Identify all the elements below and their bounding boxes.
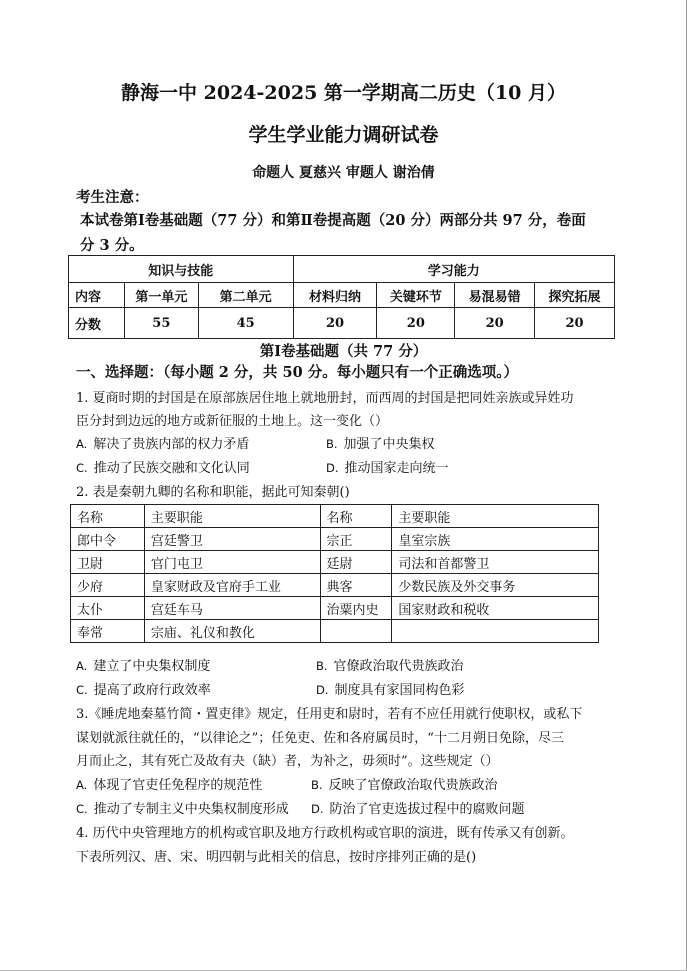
q2-header-cell: 主要职能 <box>392 505 599 528</box>
notice-text-line2: 分 3 分。 <box>80 237 144 254</box>
q4-stem-line1: 4. 历代中央管理地方的机构或官职及地方行政机构或官职的演进，既有传承又有创新。 <box>76 826 574 841</box>
score-column: 易混易错 <box>455 283 535 308</box>
score-value: 20 <box>377 308 455 339</box>
q1-option-c: C. 推动了民族交融和文化认同 <box>76 461 250 476</box>
q1-stem-line1: 1. 夏商时期的封国是在原部族居住地上就地册封，而西周的封国是把同姓亲族或异姓功 <box>76 391 574 406</box>
score-value: 45 <box>198 308 293 339</box>
q2-header-cell: 名称 <box>320 505 392 528</box>
q3-option-c: C. 推动了专制主义中央集权制度形成 <box>76 802 289 817</box>
section-heading: 一、选择题：（每小题 2 分，共 50 分。每小题只有一个正确选项。） <box>76 364 518 381</box>
score-row-label-content: 内容 <box>69 283 125 308</box>
score-column: 第二单元 <box>198 283 293 308</box>
q2-table-cell: 廷尉 <box>320 551 392 574</box>
q2-nine-ministers-table <box>70 504 599 643</box>
q2-table-cell: 少数民族及外交事务 <box>392 574 599 597</box>
q3-option-b: B. 反映了官僚政治取代贵族政治 <box>311 778 498 793</box>
q2-table-cell: 宗庙、礼仪和教化 <box>144 620 320 643</box>
q2-table-cell <box>392 620 599 643</box>
q2-header-cell: 名称 <box>71 505 145 528</box>
q2-table-cell: 国家财政和税收 <box>392 597 599 620</box>
q2-table-cell: 宫廷警卫 <box>144 528 320 551</box>
q2-table-cell: 郎中令 <box>71 528 145 551</box>
score-row-label-points: 分数 <box>69 308 125 339</box>
q2-table-cell: 皇家财政及官府手工业 <box>144 574 320 597</box>
q2-table-cell: 治粟内史 <box>320 597 392 620</box>
exam-title: 静海一中 2024-2025 第一学期高二历史（10 月） <box>121 82 566 104</box>
q1-option-a: A. 解决了贵族内部的权力矛盾 <box>76 437 250 452</box>
q2-table-cell: 少府 <box>71 574 145 597</box>
q2-table-cell: 宫廷车马 <box>144 597 320 620</box>
score-column: 探究拓展 <box>535 283 615 308</box>
q2-table-cell: 司法和首都警卫 <box>392 551 599 574</box>
notice-text-line1: 本试卷第Ⅰ卷基础题（77 分）和第Ⅱ卷提高题（20 分）两部分共 97 分，卷面 <box>80 212 586 229</box>
score-value: 55 <box>124 308 198 339</box>
q3-stem-line1: 3.《睡虎地秦墓竹简・置吏律》规定，任用吏和尉时，若有不应任用就行使职权，或私下 <box>76 707 583 722</box>
score-column: 第一单元 <box>124 283 198 308</box>
q2-table-cell: 奉常 <box>71 620 145 643</box>
q2-table-cell: 太仆 <box>71 597 145 620</box>
q1-option-b: B. 加强了中央集权 <box>326 437 435 452</box>
q3-stem-line2: 谋划就派往就任的，“以律论之”；任免吏、佐和各府属员时，“十二月朔日免除，尽三 <box>76 731 564 746</box>
score-value: 20 <box>535 308 615 339</box>
q2-table-cell: 官门屯卫 <box>144 551 320 574</box>
section-title: 第Ⅰ卷基础题（共 77 分） <box>259 343 428 360</box>
q2-option-b: B. 官僚政治取代贵族政治 <box>316 659 464 674</box>
score-value: 20 <box>293 308 377 339</box>
q2-table-cell: 卫尉 <box>71 551 145 574</box>
q2-header-cell: 主要职能 <box>144 505 320 528</box>
score-group-ability: 学习能力 <box>293 256 614 283</box>
q2-option-c: C. 提高了政府行政效率 <box>76 683 211 698</box>
q3-option-a: A. 体现了官吏任免程序的规范性 <box>76 778 263 793</box>
q2-option-d: D. 制度具有家国同构色彩 <box>316 683 465 698</box>
q3-option-d: D. 防治了官吏选拔过程中的腐败问题 <box>311 802 525 817</box>
score-group-knowledge: 知识与技能 <box>69 256 294 283</box>
score-value: 20 <box>455 308 535 339</box>
q2-table-cell <box>320 620 392 643</box>
q2-table-cell: 皇室宗族 <box>392 528 599 551</box>
score-table <box>68 255 615 339</box>
q2-stem: 2. 表是秦朝九卿的名称和职能，据此可知秦朝() <box>76 485 350 500</box>
q1-stem-line2: 臣分封到边远的地方或新征服的土地上。这一变化（） <box>76 414 389 429</box>
score-column: 关键环节 <box>377 283 455 308</box>
exam-subtitle: 学生学业能力调研试卷 <box>248 124 439 146</box>
exam-authors: 命题人 夏慈兴 审题人 谢治倩 <box>252 165 435 181</box>
q4-stem-line2: 下表所列汉、唐、宋、明四朝与此相关的信息，按时序排列正确的是() <box>76 850 477 865</box>
q2-table-cell: 宗正 <box>320 528 392 551</box>
q2-option-a: A. 建立了中央集权制度 <box>76 659 211 674</box>
q2-table-cell: 典客 <box>320 574 392 597</box>
score-column: 材料归纳 <box>293 283 377 308</box>
q3-stem-line3: 月而止之，其有死亡及故有夬（缺）者，为补之，毋须时”。这些规定（） <box>76 754 499 769</box>
q1-option-d: D. 推动国家走向统一 <box>326 461 449 476</box>
notice-label: 考生注意： <box>76 189 149 206</box>
